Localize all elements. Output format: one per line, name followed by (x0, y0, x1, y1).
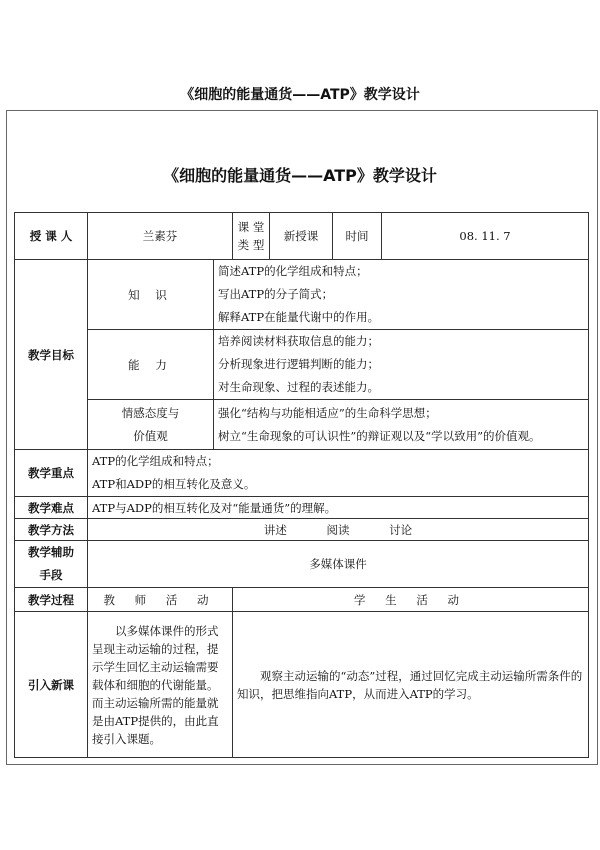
emotion-item: 树立“生命现象的可认识性”的辩证观以及“学以致用”的价值观。 (218, 428, 541, 443)
ability-item: 分析现象进行逻辑判断的能力； (218, 357, 379, 371)
process-label: 教学过程 (15, 588, 88, 612)
emotion-items (214, 400, 589, 450)
intro-row (15, 612, 589, 758)
document-title: 《细胞的能量通货——ATP》教学设计 (163, 166, 437, 185)
aids-label (15, 541, 88, 588)
ability-item: 培养阅读材料获取信息的能力； (218, 334, 379, 348)
difficulty-row (15, 497, 589, 519)
intro-student-activity: 观察主动运输的“动态”过程，通过回忆完成主动运输所需条件的知识，把思维指向ATP，从而进入ATP的学习。 (233, 612, 589, 758)
knowledge-item: 简述ATP的化学组成和特点； (218, 264, 368, 278)
key-points-items (88, 450, 589, 497)
aids-row (15, 541, 589, 588)
header-row (15, 213, 589, 260)
method-item: 讲述 (263, 522, 287, 537)
methods-items (88, 519, 589, 541)
emotion-label (88, 400, 214, 450)
key-point-item: ATP的化学组成和特点； (92, 454, 219, 468)
intro-label: 引入新课 (15, 612, 88, 758)
knowledge-label: 知 识 (88, 260, 214, 330)
difficulty-text: ATP与ADP的相互转化及对“能量通货”的理解。 (88, 497, 589, 519)
intro-teacher-activity: 以多媒体课件的形式呈现主动运输的过程，提示学生回忆主动运输需要载体和细胞的代谢能量。而主动运输所需的能量就是由ATP提供的，由此直接引入课题。 (88, 612, 233, 758)
aids-label-line2: 手段 (39, 568, 63, 582)
methods-label: 教学方法 (15, 519, 88, 541)
class-type-label-line1: 课 堂 (237, 220, 265, 234)
goals-label: 教学目标 (15, 260, 88, 450)
teacher-value: 兰素芬 (88, 213, 233, 260)
knowledge-item: 解释ATP在能量代谢中的作用。 (218, 310, 380, 324)
goals-knowledge-row (15, 260, 589, 330)
time-label: 时间 (333, 213, 382, 260)
class-type-label (233, 213, 270, 260)
process-header-row (15, 588, 589, 612)
student-activity-header: 学 生 活 动 (233, 588, 589, 612)
ability-item: 对生命现象、过程的表述能力。 (218, 380, 379, 394)
emotion-item: 强化“结构与功能相适应”的生命科学思想； (218, 405, 437, 420)
emotion-label-line2: 价值观 (133, 428, 168, 443)
difficulty-label: 教学难点 (15, 497, 88, 519)
ability-label: 能 力 (88, 330, 214, 400)
methods-row (15, 519, 589, 541)
method-item: 讨论 (389, 522, 413, 537)
knowledge-item: 写出ATP的分子简式； (218, 287, 334, 301)
goals-emotion-row (15, 400, 589, 450)
goals-ability-row (15, 330, 589, 400)
lesson-plan-table (14, 212, 589, 758)
class-type-value: 新授课 (270, 213, 333, 260)
key-points-label: 教学重点 (15, 450, 88, 497)
ability-items (214, 330, 589, 400)
emotion-label-line1: 情感态度与 (121, 405, 180, 420)
key-point-item: ATP和ADP的相互转化及意义。 (92, 477, 256, 491)
teacher-label: 授 课 人 (15, 213, 88, 260)
method-item: 阅读 (326, 522, 350, 537)
key-points-row (15, 450, 589, 497)
aids-value: 多媒体课件 (88, 541, 589, 588)
knowledge-items (214, 260, 589, 330)
page-header-title: 《细胞的能量通货——ATP》教学设计 (180, 87, 420, 103)
aids-label-line1: 教学辅助 (28, 545, 74, 559)
class-type-label-line2: 类 型 (237, 238, 265, 252)
time-value: 08. 11. 7 (382, 213, 589, 260)
teacher-activity-header: 教 师 活 动 (88, 588, 233, 612)
